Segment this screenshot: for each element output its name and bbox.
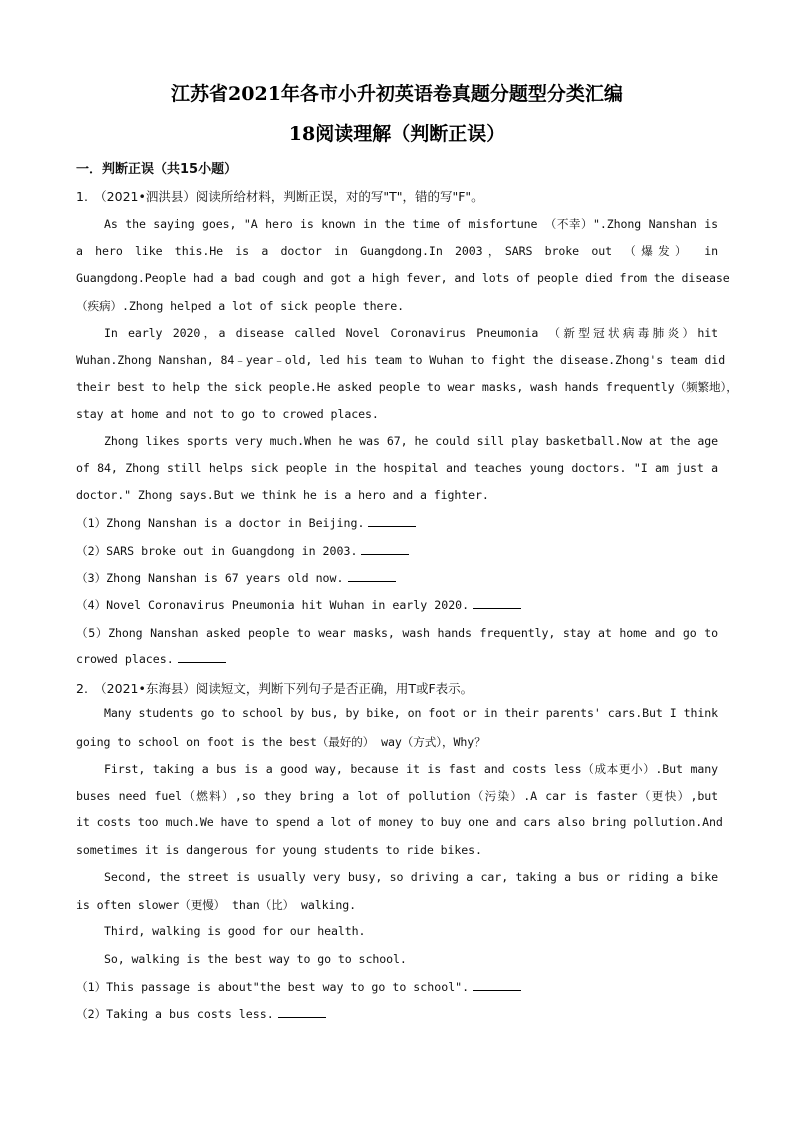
passage-1-line: Wuhan.Zhong Nanshan, 84﹣year﹣old, led his team to Wuhan to fight the disease.Zhong's team did xyxy=(76,353,726,367)
passage-1-line: As the saying goes, "A hero is known in the time of misfortune （不幸）".Zhong Nanshan is xyxy=(104,217,718,231)
question-1-item-2: （2）SARS broke out in Guangdong in 2003. xyxy=(76,543,409,559)
passage-1-line: a hero like this.He is a doctor in Guangdong.In 2003，SARS broke out （爆发） in xyxy=(76,244,718,258)
answer-blank[interactable] xyxy=(473,980,521,991)
passage-1-line: stay at home and not to go to crowed places. xyxy=(76,407,379,421)
passage-2-line: it costs too much.We have to spend a lot of money to buy one and cars also bring pollution.And xyxy=(76,815,723,829)
question-2-item-1: （1）This passage is about"the best way to go to school". xyxy=(76,979,521,995)
passage-1-line: （疾病）.Zhong helped a lot of sick people there. xyxy=(76,299,405,313)
passage-1-line: doctor." Zhong says.But we think he is a hero and a fighter. xyxy=(76,488,489,502)
question-1-header: 1. （2021•泗洪县）阅读所给材料，判断正误，对的写"T"，错的写"F"。 xyxy=(76,189,484,204)
answer-blank[interactable] xyxy=(361,544,409,555)
document-title: 江苏省2021年各市小升初英语卷真题分题型分类汇编 xyxy=(171,83,623,105)
passage-1-line: Guangdong.People had a bad cough and got a high fever, and lots of people died from the disease xyxy=(76,271,730,285)
passage-2-line: Third, walking is good for our health. xyxy=(104,924,366,938)
answer-blank[interactable] xyxy=(348,571,396,582)
passage-1-line: In early 2020，a disease called Novel Coronavirus Pneumonia （新型冠状病毒肺炎）hit xyxy=(104,326,718,340)
answer-blank[interactable] xyxy=(278,1007,326,1018)
passage-2-line: Second, the street is usually very busy, so driving a car, taking a bus or riding a bike xyxy=(104,870,718,884)
question-1-item-5-cont: crowed places. xyxy=(76,652,226,666)
question-1-item-4: （4）Novel Coronavirus Pneumonia hit Wuhan in early 2020. xyxy=(76,597,521,613)
passage-2-line: is often slower（更慢） than（比） walking. xyxy=(76,898,356,912)
passage-1-line: Zhong likes sports very much.When he was 67, he could sill play basketball.Now at the age xyxy=(104,434,718,448)
answer-blank[interactable] xyxy=(473,598,521,609)
passage-1-line: their best to help the sick people.He asked people to wear masks, wash hands frequently（频繁地）， xyxy=(76,380,738,394)
passage-2-line: going to school on foot is the best（最好的） way（方式），Why？ xyxy=(76,735,486,749)
passage-2-line: buses need fuel（燃料）,so they bring a lot of pollution（污染）.A car is faster（更快）,but xyxy=(76,789,718,803)
passage-2-line: So, walking is the best way to go to school. xyxy=(104,952,407,966)
question-2-header: 2. （2021•东海县）阅读短文，判断下列句子是否正确，用T或F表示。 xyxy=(76,681,474,696)
question-2-item-2: （2）Taking a bus costs less. xyxy=(76,1006,326,1022)
question-1-item-5: （5）Zhong Nanshan asked people to wear masks, wash hands frequently, stay at home and go to xyxy=(76,626,718,640)
section-heading: 一．判断正误（共15小题） xyxy=(76,162,238,177)
passage-2-line: sometimes it is dangerous for young students to ride bikes. xyxy=(76,843,482,857)
passage-2-line: First, taking a bus is a good way, because it is fast and costs less（成本更小）.But many xyxy=(104,762,718,776)
document-subtitle: 18阅读理解（判断正误） xyxy=(288,123,506,145)
answer-blank[interactable] xyxy=(178,652,226,663)
question-1-item-3: （3）Zhong Nanshan is 67 years old now. xyxy=(76,570,396,586)
passage-2-line: Many students go to school by bus, by bike, on foot or in their parents' cars.But I think xyxy=(104,706,718,720)
passage-1-line: of 84, Zhong still helps sick people in the hospital and teaches young doctors. "I am just a xyxy=(76,461,718,475)
question-1-item-1: （1）Zhong Nanshan is a doctor in Beijing. xyxy=(76,515,416,531)
answer-blank[interactable] xyxy=(368,516,416,527)
